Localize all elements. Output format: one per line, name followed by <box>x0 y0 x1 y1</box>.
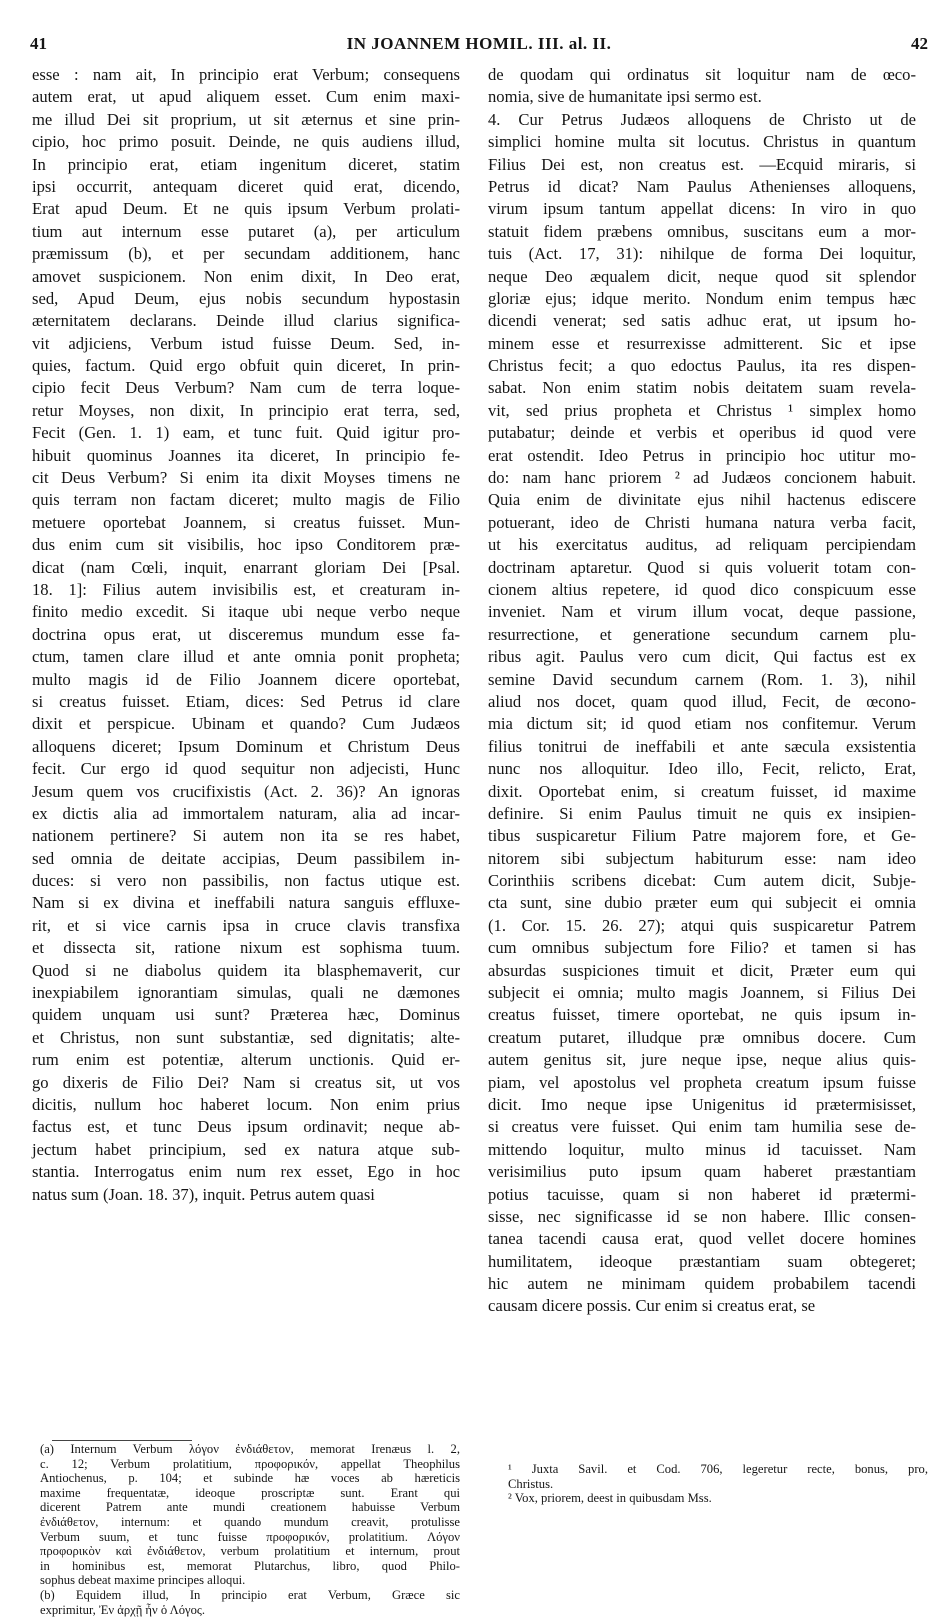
text-line: cit Deus Verbum? Si enim ita dixit Moyses timens ne <box>32 468 460 488</box>
text-line: humilitatem, ideoque præstantiam suam obtegeret; <box>488 1251 916 1271</box>
footnote-line: (b) Equidem illud, In principio erat Verbum, Græce sic <box>40 1587 460 1602</box>
text-line: do: nam hanc priorem ² ad Judæos concionem habuit. <box>488 468 916 488</box>
text-line: nitorem sibi subjectum habiturum esse: nam ideo <box>488 848 916 868</box>
text-line: præmissum (b), et per secundam additionem, hanc <box>32 244 460 264</box>
text-line: rit, et si vice carnis ipsa in cruce clavis transfixa <box>32 915 460 935</box>
text-line: go dixeris de Filio Dei? Nam si creatus sit, ut vos <box>32 1072 460 1092</box>
text-line: ctum, tamen clare illud et ante omnia ponit propheta; <box>32 647 460 667</box>
text-line: putabatur; deinde et verbis et operibus id quod vere <box>488 423 916 443</box>
footnote-line: προφορικὸν καὶ ἐνδιάθετον, verbum prolatitium et internum, prout <box>40 1544 460 1559</box>
text-line: In principio erat, etiam ingenitum diceret, statim <box>32 154 460 174</box>
text-line: erat ostendit. Ideo Petrus in principio hoc utitur mo- <box>488 445 916 465</box>
text-line: Corinthiis scribens dicebat: Cum autem dicit, Subje- <box>488 871 916 891</box>
text-line: ex dictis alia ad immortalem naturam, alia ad incar- <box>32 803 460 823</box>
right-footnotes <box>508 1462 928 1506</box>
text-line: nationem pertinere? Si autem non ita se res habet, <box>32 826 460 846</box>
footnote-line: sophus debeat maxime principes alloqui. <box>40 1573 246 1588</box>
text-line: Quia enim de divinitate ejus nihil hactenus ediscere <box>488 490 916 510</box>
text-line: dicat (nam Cœli, inquit, enarrant gloriam Dei [Psal. <box>32 557 460 577</box>
text-line: ut his exercitatus auditus, ad reliquam percipiendam <box>488 535 916 555</box>
text-line: stantia. Interrogatus enim num rex esset, Ego in hoc <box>32 1162 460 1182</box>
text-line: cta sunt, sine dubio præter eum qui subjecit ei omnia <box>488 893 916 913</box>
text-line: Jesum quem vos crucifixistis (Act. 2. 36)? An ignoras <box>32 781 460 801</box>
text-line: Quod si ne diabolus quidem ita blasphemaverit, cur <box>32 960 460 980</box>
footnote-line: Verbum suum, et tunc fuisse προφορικόν, prolatitium. Λόγον <box>40 1529 460 1544</box>
text-line: alloquens diceret; Ipsum Dominum et Christum Deus <box>32 736 460 756</box>
text-line: Petrus id dicat? Nam Paulus Athenienses alloquens, <box>488 176 916 196</box>
page-number-right: 42 <box>911 34 928 53</box>
text-line: dixit et perspicue. Ubinam et quando? Cum Judæos <box>32 714 460 734</box>
page-number-left: 41 <box>30 34 47 53</box>
text-line: sisse, nec significasse id se non habere. Illic consen- <box>488 1206 916 1226</box>
text-line: tuis (Act. 17, 31): nihilque de forma Dei loquitur, <box>488 244 916 264</box>
text-line: Christus fecit; a quo edoctus Paulus, ita res dispen- <box>488 356 916 376</box>
text-line: mia dictum sit; id quod etiam nos confitemur. Verum <box>488 714 916 734</box>
text-line: cionem altius repetere, id quod dico conspicuum esse <box>488 579 916 599</box>
text-line: nunc nos alloquitur. Ideo illo, Fecit, relicto, Erat, <box>488 759 916 779</box>
text-line: potius tacuisse, quam si non haberet id prætermi- <box>488 1184 916 1204</box>
text-line: creatus fuisset, timere oportebat, ne quis ipsum in- <box>488 1005 916 1025</box>
text-line: neque Deo æqualem dicit, neque quod sit splendor <box>488 266 916 286</box>
text-line: rum enim est potentiæ, alterum unctionis. Quid er- <box>32 1050 460 1070</box>
text-line: tium aut internum esse putaret (a), per articulum <box>32 221 460 241</box>
footnote-line: ἐνδιάθετον, internum: et quando mundum creavit, protulisse <box>40 1514 460 1529</box>
text-line: dicendi venerat; sed satis adhuc erat, ut ipsum ho- <box>488 311 916 331</box>
text-line: resurrectione, et generatione secundum carnem plu- <box>488 624 916 644</box>
text-line: Filius Dei est, non creatus est. —Ecquid miraris, si <box>488 154 916 174</box>
text-line: potuerant, ideo de Christi humana natura verba facit, <box>488 512 916 532</box>
text-line: dixit. Oportebat enim, si creatum fuisset, id maxime <box>488 781 916 801</box>
text-line: simplici homine multa sit locutus. Christus in quantum <box>488 132 916 152</box>
text-line: doctrina opus erat, ut disceremus mundum esse fa- <box>32 624 460 644</box>
text-line: virum ipsum tantum appellat dicens: In viro in quo <box>488 199 916 219</box>
text-line: metuere oportebat Joannem, si creatus fuisset. Mun- <box>32 512 460 532</box>
text-line: cipio, hoc primo posuit. Deinde, ne quis audiens illud, <box>32 132 460 152</box>
right-column-text <box>488 64 916 1524</box>
running-header <box>30 34 928 58</box>
text-line: causam dicere possis. Cur enim si creatus erat, se <box>488 1296 816 1316</box>
text-line: piam, vel apostolus vel propheta creatum ipsum fuisse <box>488 1072 916 1092</box>
text-line: dus enim cum sit visibilis, hoc ipso Conditorem præ- <box>32 535 460 555</box>
text-line: 4. Cur Petrus Judæos alloquens de Christo ut de <box>488 109 916 129</box>
footnote-line: Antiochenus, p. 104; et subinde hæ voces ab hæreticis <box>40 1471 460 1486</box>
text-line: statuit fidem præbens omnibus, suscitans eum a mor- <box>488 221 916 241</box>
text-line: doctrinam aptaretur. Quod si quis voluerit totam con- <box>488 557 916 577</box>
text-line: Erat apud Deum. Et ne quis ipsum Verbum prolati- <box>32 199 460 219</box>
text-line: creatum putaret, illudque præ omnibus docere. Cum <box>488 1027 916 1047</box>
text-line: tanea tacendi causa erat, quod vellet docere homines <box>488 1229 916 1249</box>
footnote-line: exprimitur, Ἐν ἀρχῇ ἦν ὁ Λόγος. <box>40 1602 206 1617</box>
text-line: si creatus vere fuisset. Qui enim tam humilia sese de- <box>488 1117 916 1137</box>
text-line: et dissecta sit, ratione nixum est sophisma tuum. <box>32 938 460 958</box>
text-line: de quodam qui ordinatus sit loquitur nam de œco- <box>488 65 916 84</box>
text-line: hibuit quominus Joannes ita diceret, In principio fe- <box>32 445 460 465</box>
running-title: IN JOANNEM HOMIL. III. al. II. <box>346 34 612 53</box>
text-line: minem esse et resurrexisse admitterent. Sic et ipse <box>488 333 916 353</box>
text-line: amovet suspicionem. Non enim dixit, In Deo erat, <box>32 266 460 286</box>
text-line: duces: si vero non passibilis, non factus utique est. <box>32 871 460 891</box>
text-line: si creatus fuisset. Etiam, dices: Sed Petrus id clare <box>32 691 460 711</box>
text-line: autem erat, ut apud aliquem esset. Cum enim maxi- <box>32 87 460 107</box>
text-line: nomia, sive de humanitate ipsi sermo est. <box>488 87 762 107</box>
text-line: tibus suspicaretur Filium Patre majorem fore, et Ge- <box>488 826 916 846</box>
text-line: Fecit (Gen. 1. 1) eam, et tunc fuit. Quid igitur pro- <box>32 423 460 443</box>
footnote-line: dicerent Patrem ante mundi creationem habuisse Verbum <box>40 1500 460 1515</box>
text-line: finito medio excedit. Si itaque ubi neque verbo neque <box>32 602 460 622</box>
text-line: quies, factum. Quid ergo obfuit quin diceret, In prin- <box>32 356 460 376</box>
footnote-line: maxime frequentatæ, ideoque proscriptæ sunt. Erant qui <box>40 1485 460 1500</box>
text-line: sabat. Non enim statim nobis deitatem suam revela- <box>488 378 916 398</box>
text-line: sed omnia de deitate accipias, Deum passibilem in- <box>32 848 460 868</box>
text-line: jectum habet principium, sed ex natura atque sub- <box>32 1139 460 1159</box>
text-line: gloriæ ejus; idque merito. Nondum enim tempus hæc <box>488 288 916 308</box>
text-line: quis terram non factam diceret; multo magis de Filio <box>32 490 460 510</box>
text-line: ipsi occurrit, antequam diceret quid erat, dicendo, <box>32 176 460 196</box>
footnote-line: c. 12; Verbum prolatitium, προφορικόν, appellat Theophilus <box>40 1456 460 1471</box>
text-line: fecit. Cur ergo id quod sequitur non adjecisti, Hunc <box>32 759 460 779</box>
text-line: esse : nam ait, In principio erat Verbum; consequens <box>32 65 460 84</box>
left-footnotes <box>40 1442 460 1617</box>
footnote-rule <box>52 1440 192 1441</box>
text-line: (1. Cor. 15. 26. 27); atqui quis suspicaretur Patrem <box>488 915 916 935</box>
text-line: retur Moyses, non dixit, In principio erat terra, sed, <box>32 400 460 420</box>
text-line: multo magis id de Filio Joannem dicere oportebat, <box>32 669 460 689</box>
text-line: aliud nos docet, quam quod illud, Fecit, de œcono- <box>488 691 916 711</box>
text-line: hic autem ne minimam quidem probabilem tacendi <box>488 1274 916 1294</box>
text-line: verisimilius puto ipsum quam haberet præstantiam <box>488 1162 916 1182</box>
text-line: vit, sed prius propheta et Christus ¹ simplex homo <box>488 400 916 420</box>
text-line: autem genitus sit, jure neque ipse, neque alius quis- <box>488 1050 916 1070</box>
text-line: dicitis, nullum hoc haberet locum. Non enim prius <box>32 1094 460 1114</box>
text-line: factus est, et tunc Deus ipsum ordinavit; neque ab- <box>32 1117 460 1137</box>
text-line: ribus agit. Paulus vero cum dicit, Qui factus est ex <box>488 647 916 667</box>
text-line: dicit. Imo neque ipse Unigenitus id prætermisisset, <box>488 1094 916 1114</box>
footnote-line: ¹ Juxta Savil. et Cod. 706, legeretur recte, bonus, pro, <box>508 1462 928 1476</box>
text-line: absurdas suspiciones timuit et dicit, Præter eum qui <box>488 960 916 980</box>
text-line: filius tonitrui de ineffabili et ante sæcula exsistentia <box>488 736 916 756</box>
text-line: me illud Dei sit proprium, ut sit æternus et sine prin- <box>32 109 460 129</box>
text-line: cipio fecit Deus Verbum? Nam cum de terra loque- <box>32 378 460 398</box>
text-line: inveniet. Nam et virum illum vocat, deque passione, <box>488 602 916 622</box>
text-line: sed, Apud Deum, ejus nobis secundum hypostasin <box>32 288 460 308</box>
footnote-line: in hominibus est, memorat Plutarchus, libro, quod Philo- <box>40 1558 460 1573</box>
text-line: quidem unquam usi sunt? Præterea hæc, Dominus <box>32 1005 460 1025</box>
text-line: semine David secundum carnem (Rom. 1. 3), nihil <box>488 669 916 689</box>
text-line: Nam si ex divina et ineffabili natura sanguis effluxe- <box>32 893 460 913</box>
text-line: inexpiabilem ignorantiam simulas, quali ne dæmones <box>32 983 460 1003</box>
text-line: mittendo loquitur, multo minus id tacuisset. Nam <box>488 1139 916 1159</box>
footnote-line: ² Vox, priorem, deest in quibusdam Mss. <box>508 1491 712 1506</box>
left-column-text <box>32 64 460 1436</box>
text-line: 18. 1]: Filius autem invisibilis est, et creaturam in- <box>32 579 460 599</box>
text-line: subjecit ei omnia; multo magis Joannem, si Filius Dei <box>488 983 916 1003</box>
footnote-line: (a) Internum Verbum λόγον ἐνδιάθετον, memorat Irenæus l. 2, <box>40 1442 460 1456</box>
text-line: definire. Si enim Paulus timuit ne quis ex insipien- <box>488 803 916 823</box>
text-line: et Christus, non sunt substantiæ, sed dignitatis; alte- <box>32 1027 460 1047</box>
text-line: æternitatem declarans. Deinde illud clarius significa- <box>32 311 460 331</box>
text-line: cum omnibus subjectum fore Filio? et tamen si has <box>488 938 916 958</box>
text-line: natus sum (Joan. 18. 37), inquit. Petrus autem quasi <box>32 1184 375 1204</box>
text-line: vit adjiciens, Verbum istud fuisse Deum. Sed, in- <box>32 333 460 353</box>
footnote-line: Christus. <box>508 1476 554 1491</box>
